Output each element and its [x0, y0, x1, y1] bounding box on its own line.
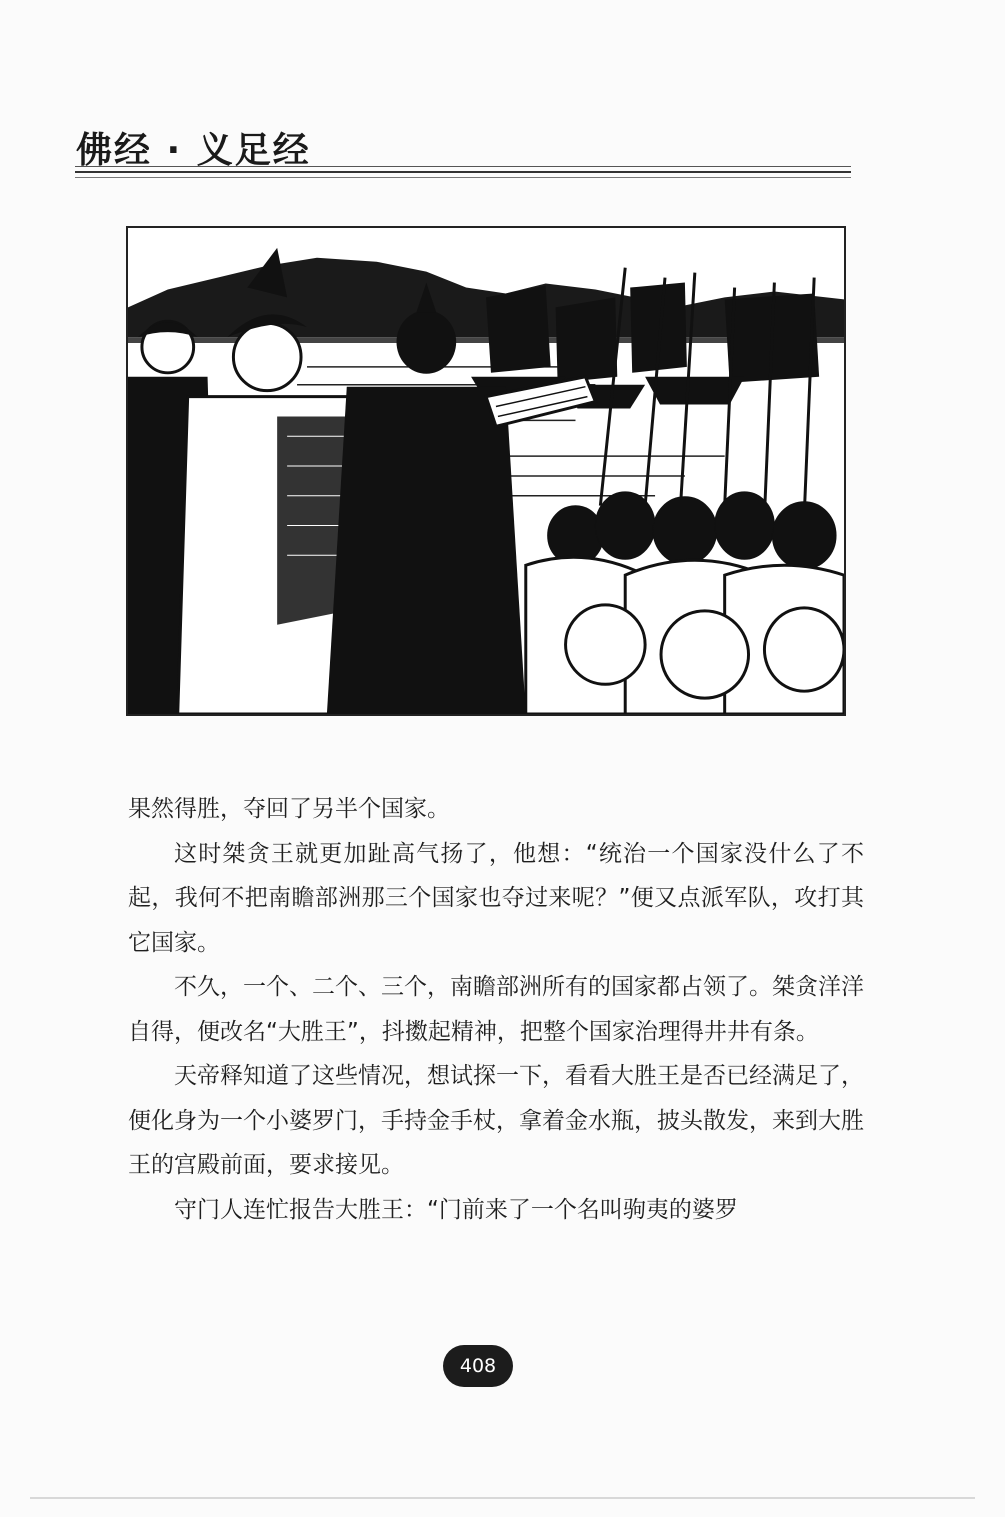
body-text: [128, 787, 864, 1232]
header-rule-top: [75, 166, 851, 167]
ink-illustration-icon: [128, 228, 844, 714]
page-header-title: 佛经 · 义足经: [76, 130, 311, 171]
paragraph-5: 守门人连忙报告大胜王：“门前来了一个名叫驹夷的婆罗: [174, 1196, 738, 1223]
paragraph-3: 不久，一个、二个、三个，南瞻部洲所有的国家都占领了。桀贪洋洋自得，便改名“大胜王”，抖擞起精神，把整个国家治理得井井有条。: [128, 974, 864, 1045]
paragraph-4: 天帝释知道了这些情况，想试探一下，看看大胜王是否已经满足了，便化身为一个小婆罗门，手持金手杖，拿着金水瓶，披头散发，来到大胜王的宫殿前面，要求接见。: [128, 1063, 864, 1178]
header-rule-middle: [75, 171, 851, 173]
paragraph-1: 果然得胜，夺回了另半个国家。: [128, 796, 450, 822]
illustration-frame: [126, 226, 846, 716]
page-bottom-edge: [30, 1497, 975, 1499]
paragraph-2: 这时桀贪王就更加趾高气扬了，他想：“统治一个国家没什么了不起，我何不把南瞻部洲那三个国家也夺过来呢？”便又点派军队，攻打其它国家。: [128, 840, 864, 956]
page-number-badge: 408: [443, 1345, 513, 1387]
header-rule-bottom: [75, 177, 851, 178]
